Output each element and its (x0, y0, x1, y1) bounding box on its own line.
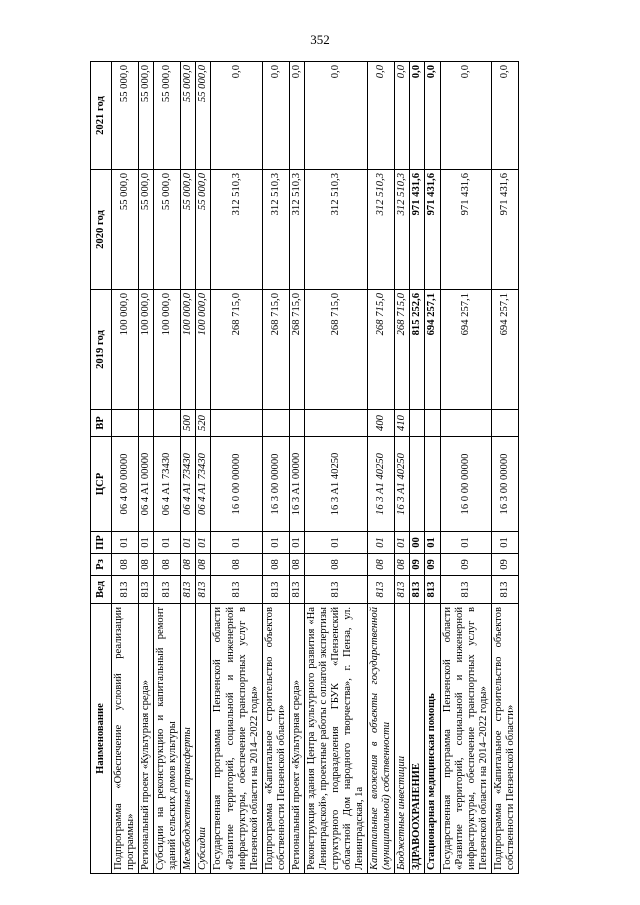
row-pr: 01 (211, 532, 262, 554)
row-2020: 55 000,0 (196, 170, 211, 290)
table-row (154, 62, 181, 874)
row-name: Реконструкция здания Центра культурного развития «На Ленинградской», проектные работы с оплатой экспертизы структурного подразделения ГБУК «Пензенский областной Дом народного творчества», г. Пенза, ул. Ленинградская, 1а (304, 604, 367, 874)
row-name: Государственная программа Пензенской области «Развитие территорий, социальной и инженерной инфраструктуры, обеспечение транспортных услуг в Пензенской области на 2014–2022 годы» (440, 604, 491, 874)
row-pr: 01 (181, 532, 196, 554)
row-rz: 08 (196, 554, 211, 576)
row-2020: 971 431,6 (440, 170, 491, 290)
row-2021: 0,0 (262, 62, 289, 170)
row-rz: 08 (139, 554, 154, 576)
row-2019: 815 252,6 (410, 290, 425, 410)
row-csr: 06 4 A1 73430 (181, 437, 196, 532)
row-2020: 55 000,0 (154, 170, 181, 290)
row-name: Межбюджетные трансферты (181, 604, 196, 874)
row-2020: 312 510,3 (368, 170, 395, 290)
row-csr: 16 0 00 00000 (211, 437, 262, 532)
row-pr: 01 (440, 532, 491, 554)
row-rz: 08 (181, 554, 196, 576)
table-body (112, 62, 519, 874)
row-ved: 813 (395, 576, 410, 604)
row-2020: 312 510,3 (289, 170, 304, 290)
row-rz: 08 (262, 554, 289, 576)
row-csr: 16 3 A1 40250 (368, 437, 395, 532)
row-csr (410, 437, 425, 532)
table-row (395, 62, 410, 874)
row-rz: 08 (211, 554, 262, 576)
row-vr (139, 410, 154, 437)
row-ved: 813 (289, 576, 304, 604)
row-vr (491, 410, 518, 437)
row-vr (211, 410, 262, 437)
row-ved: 813 (304, 576, 367, 604)
row-vr: 400 (368, 410, 395, 437)
row-name: Субсидии (196, 604, 211, 874)
row-vr (410, 410, 425, 437)
row-rz: 09 (425, 554, 440, 576)
row-2021: 0,0 (395, 62, 410, 170)
row-csr: 06 4 00 00000 (112, 437, 139, 532)
row-rz: 09 (410, 554, 425, 576)
row-csr (425, 437, 440, 532)
header-ved: Вед (91, 576, 112, 604)
row-2019: 694 257,1 (491, 290, 518, 410)
row-2019: 268 715,0 (368, 290, 395, 410)
header-row (91, 62, 112, 874)
row-ved: 813 (154, 576, 181, 604)
row-ved: 813 (425, 576, 440, 604)
row-pr: 01 (196, 532, 211, 554)
row-2020: 55 000,0 (112, 170, 139, 290)
row-name: Стационарная медицинская помощь (425, 604, 440, 874)
row-2019: 268 715,0 (304, 290, 367, 410)
row-2019: 268 715,0 (262, 290, 289, 410)
row-vr: 410 (395, 410, 410, 437)
table-row (211, 62, 262, 874)
budget-table (90, 61, 519, 874)
row-name: Подпрограмма «Капитальное строительство объектов собственности Пензенской области» (491, 604, 518, 874)
row-2019: 694 257,1 (440, 290, 491, 410)
header-pr: ПР (91, 532, 112, 554)
table-row (440, 62, 491, 874)
row-vr (289, 410, 304, 437)
row-name: Подпрограмма «Капитальное строительство объектов собственности Пензенской области» (262, 604, 289, 874)
row-ved: 813 (112, 576, 139, 604)
row-2021: 0,0 (491, 62, 518, 170)
row-csr: 16 3 00 00000 (262, 437, 289, 532)
row-2021: 55 000,0 (154, 62, 181, 170)
row-2021: 55 000,0 (139, 62, 154, 170)
row-2021: 0,0 (368, 62, 395, 170)
row-vr (154, 410, 181, 437)
row-pr: 01 (289, 532, 304, 554)
row-rz: 08 (154, 554, 181, 576)
row-name: Государственная программа Пензенской области «Развитие территорий, социальной и инженерной инфраструктуры, обеспечение транспортных услуг в Пензенской области на 2014–2022 годы» (211, 604, 262, 874)
table-row (181, 62, 196, 874)
row-csr: 16 0 00 00000 (440, 437, 491, 532)
row-rz: 08 (368, 554, 395, 576)
row-pr: 01 (491, 532, 518, 554)
row-rz: 08 (289, 554, 304, 576)
row-name: Подпрограмма «Обеспечение условий реализации программы» (112, 604, 139, 874)
row-csr: 16 3 A1 40250 (304, 437, 367, 532)
table-row (368, 62, 395, 874)
row-2021: 0,0 (289, 62, 304, 170)
header-csr: ЦСР (91, 437, 112, 532)
row-ved: 813 (440, 576, 491, 604)
header-rz: Рз (91, 554, 112, 576)
row-2019: 100 000,0 (112, 290, 139, 410)
row-csr: 16 3 A1 40250 (395, 437, 410, 532)
row-name: Региональный проект «Культурная среда» (139, 604, 154, 874)
row-rz: 08 (395, 554, 410, 576)
row-2019: 268 715,0 (211, 290, 262, 410)
row-2020: 55 000,0 (139, 170, 154, 290)
row-2021: 55 000,0 (196, 62, 211, 170)
row-2020: 312 510,3 (211, 170, 262, 290)
row-pr: 01 (154, 532, 181, 554)
row-ved: 813 (181, 576, 196, 604)
row-name: Региональный проект «Культурная среда» (289, 604, 304, 874)
row-2020: 55 000,0 (181, 170, 196, 290)
row-2021: 0,0 (304, 62, 367, 170)
row-ved: 813 (262, 576, 289, 604)
row-2019: 100 000,0 (181, 290, 196, 410)
row-rz: 09 (440, 554, 491, 576)
row-csr: 06 4 A1 73430 (154, 437, 181, 532)
row-name: Капитальные вложения в объекты государственной (муниципальной) собственности (368, 604, 395, 874)
row-2019: 100 000,0 (154, 290, 181, 410)
row-2019: 268 715,0 (395, 290, 410, 410)
row-vr (304, 410, 367, 437)
row-2020: 971 431,6 (410, 170, 425, 290)
row-pr: 01 (425, 532, 440, 554)
row-vr (440, 410, 491, 437)
row-2020: 312 510,3 (304, 170, 367, 290)
row-2020: 312 510,3 (262, 170, 289, 290)
table-row (112, 62, 139, 874)
row-2020: 312 510,3 (395, 170, 410, 290)
row-name: Субсидии на реконструкцию и капитальный ремонт зданий сельских домов культуры (154, 604, 181, 874)
row-csr: 06 4 A1 00000 (139, 437, 154, 532)
row-vr (425, 410, 440, 437)
row-pr: 00 (410, 532, 425, 554)
row-2019: 694 257,1 (425, 290, 440, 410)
row-pr: 01 (139, 532, 154, 554)
row-rz: 08 (112, 554, 139, 576)
row-2021: 0,0 (410, 62, 425, 170)
row-pr: 01 (112, 532, 139, 554)
header-name: Наименование (91, 604, 112, 874)
header-2021: 2021 год (91, 62, 112, 170)
row-ved: 813 (491, 576, 518, 604)
row-csr: 16 3 00 00000 (491, 437, 518, 532)
rotated-table-wrapper (90, 62, 566, 874)
row-2019: 100 000,0 (196, 290, 211, 410)
row-pr: 01 (304, 532, 367, 554)
row-ved: 813 (211, 576, 262, 604)
page-number: 352 (310, 32, 330, 47)
row-pr: 01 (368, 532, 395, 554)
row-2021: 55 000,0 (181, 62, 196, 170)
header-2019: 2019 год (91, 290, 112, 410)
row-pr: 01 (262, 532, 289, 554)
row-ved: 813 (139, 576, 154, 604)
row-2021: 0,0 (440, 62, 491, 170)
table-row (289, 62, 304, 874)
row-csr: 16 3 A1 00000 (289, 437, 304, 532)
row-csr: 06 4 A1 73430 (196, 437, 211, 532)
table-row (262, 62, 289, 874)
row-ved: 813 (368, 576, 395, 604)
row-rz: 09 (491, 554, 518, 576)
header-2020: 2020 год (91, 170, 112, 290)
row-vr: 500 (181, 410, 196, 437)
row-name: ЗДРАВООХРАНЕНИЕ (410, 604, 425, 874)
row-2021: 55 000,0 (112, 62, 139, 170)
row-2021: 0,0 (211, 62, 262, 170)
row-2021: 0,0 (425, 62, 440, 170)
row-2020: 971 431,6 (425, 170, 440, 290)
table-row (196, 62, 211, 874)
header-vr: ВР (91, 410, 112, 437)
table-row (304, 62, 367, 874)
row-2019: 100 000,0 (139, 290, 154, 410)
row-rz: 08 (304, 554, 367, 576)
row-vr: 520 (196, 410, 211, 437)
row-vr (112, 410, 139, 437)
row-ved: 813 (196, 576, 211, 604)
row-2020: 971 431,6 (491, 170, 518, 290)
row-vr (262, 410, 289, 437)
row-ved: 813 (410, 576, 425, 604)
row-name: Бюджетные инвестиции (395, 604, 410, 874)
table-row (425, 62, 440, 874)
row-2019: 268 715,0 (289, 290, 304, 410)
table-row (491, 62, 518, 874)
table-row (139, 62, 154, 874)
row-pr: 01 (395, 532, 410, 554)
table-row (410, 62, 425, 874)
